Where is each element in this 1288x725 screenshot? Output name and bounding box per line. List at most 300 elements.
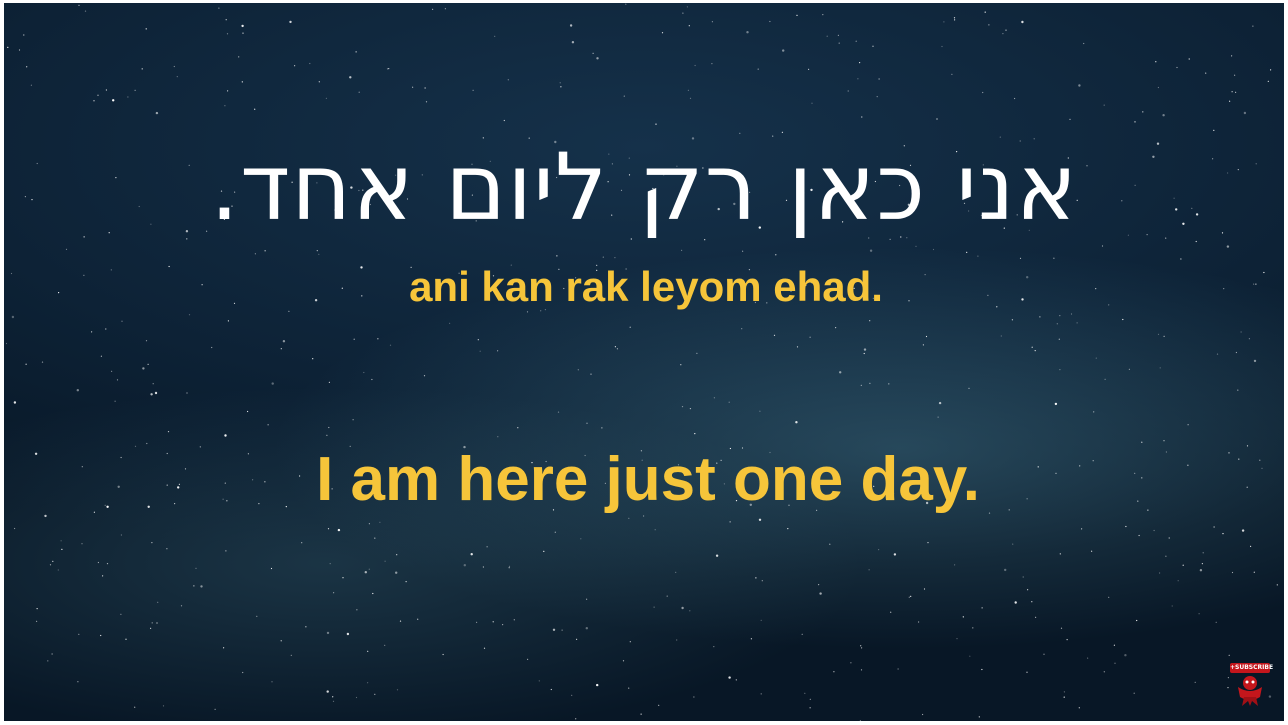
star [1004, 569, 1006, 571]
star [224, 434, 226, 436]
star [977, 256, 978, 257]
star [509, 566, 510, 567]
star [146, 340, 147, 341]
star [426, 101, 427, 102]
star [333, 701, 334, 702]
star [241, 25, 243, 27]
star [628, 518, 629, 519]
star [856, 41, 857, 42]
star [390, 345, 391, 346]
star [1001, 335, 1002, 336]
star [870, 250, 872, 252]
star [1227, 687, 1228, 688]
star [77, 681, 78, 682]
star [693, 696, 694, 697]
star [365, 571, 367, 573]
star [318, 254, 319, 255]
star [694, 433, 695, 434]
star [497, 436, 498, 437]
star [797, 346, 798, 347]
star [1122, 319, 1123, 320]
star [1064, 697, 1065, 698]
star [150, 628, 151, 629]
star [445, 8, 446, 9]
star [163, 705, 164, 706]
star [860, 720, 861, 721]
star [578, 369, 579, 370]
star [562, 630, 563, 631]
star [675, 572, 676, 573]
star [1061, 628, 1062, 629]
star [52, 653, 53, 654]
star [242, 81, 243, 82]
star [58, 569, 59, 570]
star [1031, 601, 1032, 602]
star [268, 424, 269, 425]
star [135, 90, 136, 91]
star [66, 249, 67, 250]
star [936, 118, 937, 119]
star [356, 51, 357, 52]
star [379, 522, 380, 523]
star [712, 21, 713, 22]
star [558, 412, 559, 413]
star [225, 550, 226, 551]
star [864, 353, 865, 354]
star [1114, 645, 1115, 646]
star [61, 549, 62, 550]
star [412, 87, 413, 88]
star [690, 408, 691, 409]
star [775, 254, 776, 255]
star [872, 46, 873, 47]
star [1087, 658, 1088, 659]
star [869, 383, 870, 384]
star [26, 66, 27, 67]
star [327, 632, 329, 634]
star [742, 251, 743, 252]
star [761, 620, 762, 621]
star [982, 607, 983, 608]
star [963, 616, 964, 617]
star [695, 65, 696, 66]
star [1189, 58, 1190, 59]
star [898, 668, 899, 669]
star [1027, 589, 1028, 590]
star [1096, 358, 1097, 359]
star [211, 347, 212, 348]
star [682, 406, 683, 407]
star [553, 629, 555, 631]
subscribe-label: +SUBSCRIBE [1230, 664, 1274, 671]
star [478, 339, 479, 340]
star [1158, 87, 1159, 88]
star [356, 609, 357, 610]
star [1155, 61, 1156, 62]
star [31, 85, 32, 86]
star [918, 621, 919, 622]
star [52, 561, 53, 562]
star [224, 105, 225, 106]
star [1077, 322, 1078, 323]
star [586, 627, 588, 629]
star [289, 21, 291, 23]
star [374, 694, 375, 695]
star [624, 96, 625, 97]
star [869, 320, 870, 321]
star [982, 92, 983, 93]
star [827, 36, 828, 37]
star [630, 641, 631, 642]
star [1053, 258, 1054, 259]
star [1105, 379, 1106, 380]
star [218, 8, 219, 9]
star [527, 659, 528, 660]
star [424, 375, 425, 376]
star [509, 567, 510, 568]
star [363, 372, 364, 373]
star [713, 646, 714, 647]
star [484, 648, 485, 649]
star [1023, 576, 1024, 577]
star [1002, 33, 1003, 34]
star [105, 328, 106, 329]
star [741, 328, 742, 329]
star [654, 607, 655, 608]
star [1160, 367, 1161, 368]
star [12, 316, 14, 318]
star [121, 534, 122, 535]
star [242, 33, 243, 34]
star [1091, 551, 1092, 552]
star [572, 41, 574, 43]
star [878, 549, 879, 550]
star [497, 350, 498, 351]
star [1232, 91, 1233, 92]
star [61, 540, 62, 541]
star [117, 379, 118, 380]
star [662, 32, 663, 33]
star [1134, 121, 1135, 122]
star [1217, 354, 1218, 355]
star [1231, 55, 1232, 56]
star [1060, 553, 1061, 554]
star [1081, 528, 1082, 529]
star [655, 124, 656, 125]
star [864, 348, 866, 350]
star [1199, 613, 1200, 614]
star [1180, 258, 1181, 259]
star [480, 351, 481, 352]
star [81, 543, 82, 544]
star [228, 320, 229, 321]
star [909, 597, 910, 598]
star [443, 654, 444, 655]
star [330, 563, 331, 564]
star [1083, 43, 1084, 44]
star [193, 585, 194, 586]
star [951, 74, 952, 75]
star [156, 393, 157, 394]
star [590, 374, 591, 375]
star [939, 402, 941, 404]
star [247, 411, 248, 412]
star [839, 43, 840, 44]
star [811, 103, 812, 104]
star [1015, 601, 1017, 603]
star [1232, 572, 1233, 573]
star [121, 321, 122, 322]
star [818, 584, 819, 585]
star [769, 21, 770, 22]
star [1020, 258, 1021, 259]
star [1195, 682, 1196, 683]
star [714, 397, 715, 398]
star [869, 569, 870, 570]
star [981, 669, 982, 670]
star [369, 569, 370, 570]
star [894, 553, 896, 555]
star [1202, 563, 1203, 564]
star [6, 343, 7, 344]
transliteration-text: ani kan rak leyom ehad. [409, 263, 883, 310]
star [1241, 331, 1242, 332]
star [377, 338, 378, 339]
star [804, 693, 805, 694]
star [1203, 552, 1204, 553]
star [819, 592, 821, 594]
star [151, 542, 152, 543]
star [560, 86, 561, 87]
star [432, 9, 433, 10]
star [829, 544, 830, 545]
star [301, 542, 302, 543]
star [966, 252, 967, 253]
star [915, 246, 916, 247]
star [271, 568, 272, 569]
star [238, 56, 239, 57]
star [1064, 691, 1065, 692]
star [120, 614, 121, 615]
star [152, 622, 153, 623]
star [464, 564, 466, 566]
star [1229, 655, 1230, 656]
star [1102, 245, 1103, 246]
star [1136, 620, 1137, 621]
star [1277, 584, 1278, 585]
star [1159, 572, 1160, 573]
star [174, 66, 175, 67]
star [388, 68, 389, 69]
star [1188, 424, 1189, 425]
star [716, 555, 718, 557]
star [1162, 114, 1164, 116]
star [968, 388, 969, 389]
star [100, 635, 101, 636]
star [1021, 21, 1023, 23]
star [272, 382, 274, 384]
star [125, 639, 126, 640]
star [349, 76, 351, 78]
star [367, 651, 368, 652]
star [555, 532, 556, 533]
star [575, 718, 576, 719]
star [305, 626, 306, 627]
star [327, 690, 329, 692]
star [333, 592, 334, 593]
star [593, 53, 594, 54]
star [681, 607, 683, 609]
star [312, 358, 313, 359]
star [7, 47, 8, 48]
star [134, 707, 135, 708]
star [367, 682, 368, 683]
star [728, 676, 730, 678]
star [1032, 347, 1033, 348]
star [1114, 663, 1115, 664]
star [354, 339, 355, 340]
star [215, 709, 216, 710]
star [283, 340, 285, 342]
star [78, 634, 79, 635]
star [157, 602, 158, 603]
star [539, 680, 540, 681]
star [223, 647, 224, 648]
star [329, 382, 330, 383]
star [1236, 352, 1237, 353]
star [988, 24, 989, 25]
star [617, 348, 618, 349]
star [860, 645, 861, 646]
star [1254, 572, 1255, 573]
star [417, 619, 418, 620]
star [1178, 580, 1179, 581]
star [1139, 535, 1140, 536]
star [954, 19, 955, 20]
star [1254, 360, 1256, 362]
star [560, 82, 561, 83]
star [877, 96, 878, 97]
star [502, 624, 503, 625]
star [177, 76, 178, 77]
star [658, 705, 659, 706]
star [317, 250, 318, 251]
star [969, 656, 970, 657]
star [543, 551, 544, 552]
star [1078, 84, 1080, 86]
star [200, 585, 202, 587]
star [689, 610, 690, 611]
star [954, 17, 955, 18]
star [189, 314, 190, 315]
star [1270, 69, 1271, 70]
star [551, 689, 552, 690]
star [758, 69, 759, 70]
star [26, 364, 27, 365]
star [36, 621, 37, 622]
star [956, 638, 957, 639]
star [943, 21, 944, 22]
star [504, 120, 505, 121]
star [142, 367, 144, 369]
star [91, 331, 92, 332]
star [387, 68, 388, 69]
star [372, 593, 373, 594]
star [1222, 533, 1223, 534]
star [751, 638, 752, 639]
star [1071, 313, 1072, 314]
video-frame [4, 3, 1284, 721]
star [761, 693, 762, 694]
starfield-background [4, 3, 1284, 721]
star [623, 660, 624, 661]
star [319, 81, 320, 82]
star [1244, 112, 1246, 114]
star [112, 99, 114, 101]
star [14, 528, 15, 529]
star [810, 707, 811, 708]
star [556, 255, 557, 256]
star [924, 588, 925, 589]
star [614, 257, 615, 258]
star [1012, 544, 1013, 545]
star [256, 616, 257, 617]
star [696, 353, 697, 354]
star [667, 596, 668, 597]
star [153, 383, 154, 384]
star [115, 401, 116, 402]
star [150, 393, 152, 395]
star [19, 49, 20, 50]
star [1158, 334, 1159, 335]
star [342, 577, 343, 578]
star [50, 564, 51, 565]
star [1069, 119, 1070, 120]
star [142, 68, 143, 69]
star [795, 421, 797, 423]
star [755, 577, 756, 578]
star [822, 14, 823, 15]
star [890, 612, 891, 613]
star [328, 528, 329, 529]
star [1268, 81, 1269, 82]
star [1059, 369, 1060, 370]
star [954, 564, 955, 565]
star [1104, 671, 1105, 672]
star [689, 25, 690, 26]
star [687, 6, 688, 7]
star [787, 528, 788, 529]
star [281, 640, 282, 641]
star [571, 695, 572, 696]
star [1005, 30, 1006, 31]
star [711, 63, 712, 64]
star [396, 554, 397, 555]
star [1249, 338, 1250, 339]
star [1043, 654, 1044, 655]
star [759, 519, 761, 521]
star [23, 34, 24, 35]
star [111, 371, 112, 372]
star [1172, 605, 1173, 606]
star [681, 250, 682, 251]
star [326, 98, 327, 99]
star [839, 371, 841, 373]
star [630, 327, 631, 328]
subscribe-badge[interactable] [1230, 663, 1274, 707]
star [338, 529, 340, 531]
star [1059, 315, 1060, 316]
